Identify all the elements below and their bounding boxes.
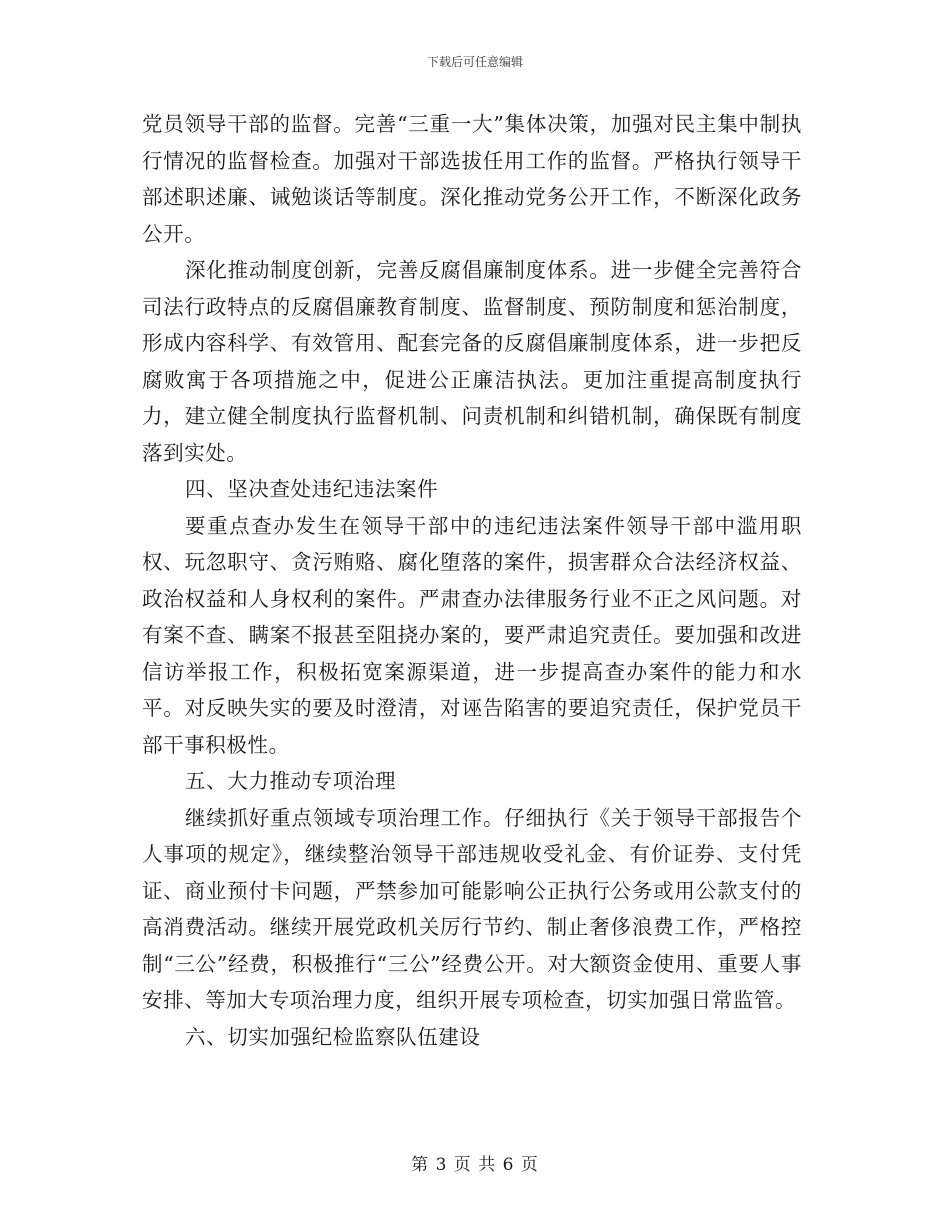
section-heading-4: 四、坚决查处违纪违法案件 [185, 477, 439, 501]
paragraph-case-investigation: 要重点查办发生在领导干部中的违纪违法案件领导干部中滥用职权、玩忽职守、贪污贿赂、腐化堕落的案件，损害群众合法经济权益、政治权益和人身权利的案件。严肃查办法律服务行业不正之风问题。对有案不查、瞒案不报甚至阻挠办案的，要严肃追究责任。要加强和改进信访举报工作，积极拓宽案源渠道，进一步提高查办案件的能力和水平。对反映失实的要及时澄清，对诬告陷害的要追究责任，保护党员干部干事积极性。 [142, 513, 802, 757]
paragraph-system-innovation: 深化推动制度创新，完善反腐倡廉制度体系。进一步健全完善符合司法行政特点的反腐倡廉教育制度、监督制度、预防制度和惩治制度，形成内容科学、有效管用、配套完备的反腐倡廉制度体系，进一步把反腐败寓于各项措施之中，促进公正廉洁执法。更加注重提高制度执行力，建立健全制度执行监督机制、问责机制和纠错机制，确保既有制度落到实处。 [142, 258, 802, 465]
page-footer: 第 3 页 共 6 页 [411, 1155, 539, 1175]
section-heading-5: 五、大力推动专项治理 [185, 769, 397, 793]
document-body [142, 106, 802, 1055]
section-heading-6: 六、切实加强纪检监察队伍建设 [185, 1024, 481, 1049]
paragraph-continued: 党员领导干部的监督。完善“三重一大”集体决策，加强对民主集中制执行情况的监督检查。加强对干部选拔任用工作的监督。严格执行领导干部述职述廉、诫勉谈话等制度。深化推动党务公开工作，不断深化政务公开。 [142, 112, 802, 246]
page-header: 下载后可任意编辑 [426, 55, 523, 69]
paragraph-special-governance: 继续抓好重点领域专项治理工作。仔细执行《关于领导干部报告个人事项的规定》，继续整治领导干部违规收受礼金、有价证券、支付凭证、商业预付卡问题，严禁参加可能影响公正执行公务或用公款支付的高消费活动。继续开展党政机关厉行节约、制止奢侈浪费工作，严格控制“三公”经费，积极推行“三公”经费公开。对大额资金使用、重要人事安排、等加大专项治理力度，组织开展专项检查，切实加强日常监管。 [142, 805, 802, 1012]
